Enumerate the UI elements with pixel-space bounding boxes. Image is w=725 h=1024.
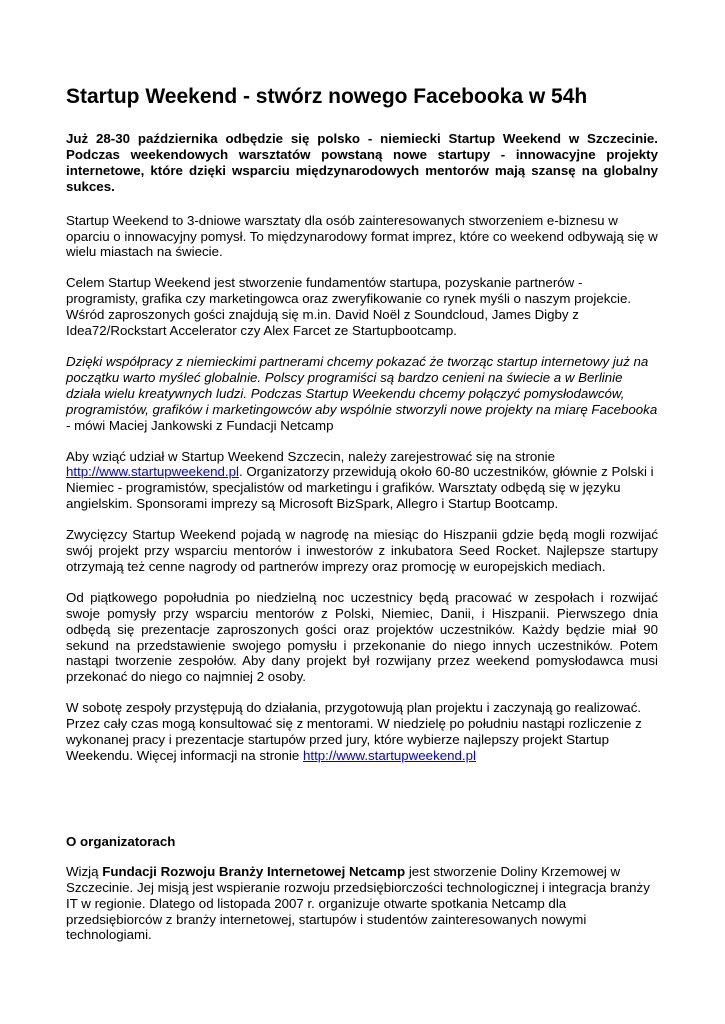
organizers-text-start: Wizją [66,863,103,879]
quote-attribution: - mówi Maciej Jankowski z Fundacji Netcamp [66,417,334,433]
paragraph-registration [66,449,658,513]
saturday-text: W sobotę zespoły przystępują do działania, przygotowują plan projektu i zaczynają go realizować. Przez cały czas mogą konsultować się z mentorami. W niedzielę po południu nastąpi rozliczenie z wykonanej pracy i prezentacje startupów przed jury, które wybierze najlepszy projekt Startup Weekendu. Więcej informacji na stronie [66,700,642,763]
paragraph-prizes: Zwycięzcy Startup Weekend pojadą w nagrodę na miesiąc do Hiszpanii gdzie będą mogli rozwijać swój projekt przy wsparciu mentorów i inwestorów z inkubatora Seed Rocket. Najlepsze startupy otrzymają też cenne nagrody od partnerów imprezy oraz promocję w europejskich mediach. [66,527,658,574]
paragraph-quote [66,354,658,434]
organizers-text-rest: jest stworzenie Doliny Krzemowej w Szczecinie. Jej misją jest wspieranie rozwoju przedsiębiorczości technologicznej i integracja branży IT w regionie. Dlatego od listopada 2007 r. organizuje otwarte spotkania Netcamp dla przedsiębiorców z branży internetowej, startupów i studentów zainteresowanych nowymi technologiami. [66,863,650,943]
document-body [66,84,658,943]
article-title: Startup Weekend - stwórz nowego Facebooka w 54h [66,85,588,108]
lead-paragraph: Już 28-30 października odbędzie się polsko - niemiecki Startup Weekend w Szczecinie. Podczas weekendowych warsztatów powstaną nowe startupy - innowacyjne projekty internetowe, które dzięki wsparciu międzynarodowych mentorów mają szansę na globalny sukces. [66,131,658,194]
paragraph-saturday [66,700,658,764]
registration-details: . Organizatorzy przewidują około 60-80 uczestników, głównie z Polski i Niemiec - programistów, specjalistów od marketingu i grafików. Warsztaty odbędą się w języku angielskim. Sponsorami imprezy są Microsoft BizSpark, Allegro i Startup Bootcamp. [66,464,654,512]
organizers-heading: O organizatorach [66,833,176,849]
startupweekend-link[interactable]: http://www.startupweekend.pl [66,464,239,480]
spacer [66,779,658,834]
registration-text: Aby wziąć udział w Startup Weekend Szczecin, należy zarejestrować się na stronie [66,448,556,464]
quote-text: Dzięki współpracy z niemieckimi partnerami chcemy pokazać że tworząc startup internetowy już na początku warto myśleć globalnie. Polscy programiści są bardzo cenieni na świecie a w Berlinie działa wielu kreatywnych ludzi. Podczas Startup Weekendu chcemy połączyć pomysłodawców, programistów, grafików i marketingowców aby wspólnie stworzyli nowe projekty na miarę Facebooka [66,353,658,417]
paragraph-schedule: Od piątkowego popołudnia po niedzielną noc uczestnicy będą pracować w zespołach i rozwijać swoje pomysły przy wsparciu mentorów z Polski, Niemiec, Danii, i Hiszpanii. Pierwszego dnia odbędą się prezentacje zaproszonych gości oraz projektów uczestników. Każdy będzie miał 90 sekund na przedstawienie swojego pomysłu i przekonanie do niego innych uczestników. Potem nastąpi tworzenie zespołów. Aby dany projekt był rozwijany przez weekend pomysłodawca musi przekonać do niego co najmniej 2 osoby. [66,589,658,685]
more-info-link[interactable]: http://www.startupweekend.pl [303,748,476,763]
paragraph-goal: Celem Startup Weekend jest stworzenie fundamentów startupa, pozyskanie partnerów - programisty, grafika czy marketingowca oraz zweryfikowanie co rynek myśli o naszym projekcie. Wśród zaproszonych gości znajdują się m.in. David Noël z Soundcloud, James Digby z Idea72/Rockstart Accelerator czy Alex Farcet ze Startupbootcamp. [66,275,632,339]
paragraph-organizers [66,864,658,944]
paragraph-intro: Startup Weekend to 3-dniowe warsztaty dla osób zainteresowanych stworzeniem e-biznesu w oparciu o innowacyjny pomysł. To międzynarodowy format imprez, które co weekend odbywają się w wielu miastach na świecie. [66,212,658,260]
organizers-foundation-name: Fundacji Rozwoju Branży Internetowej Netcamp [102,863,406,879]
